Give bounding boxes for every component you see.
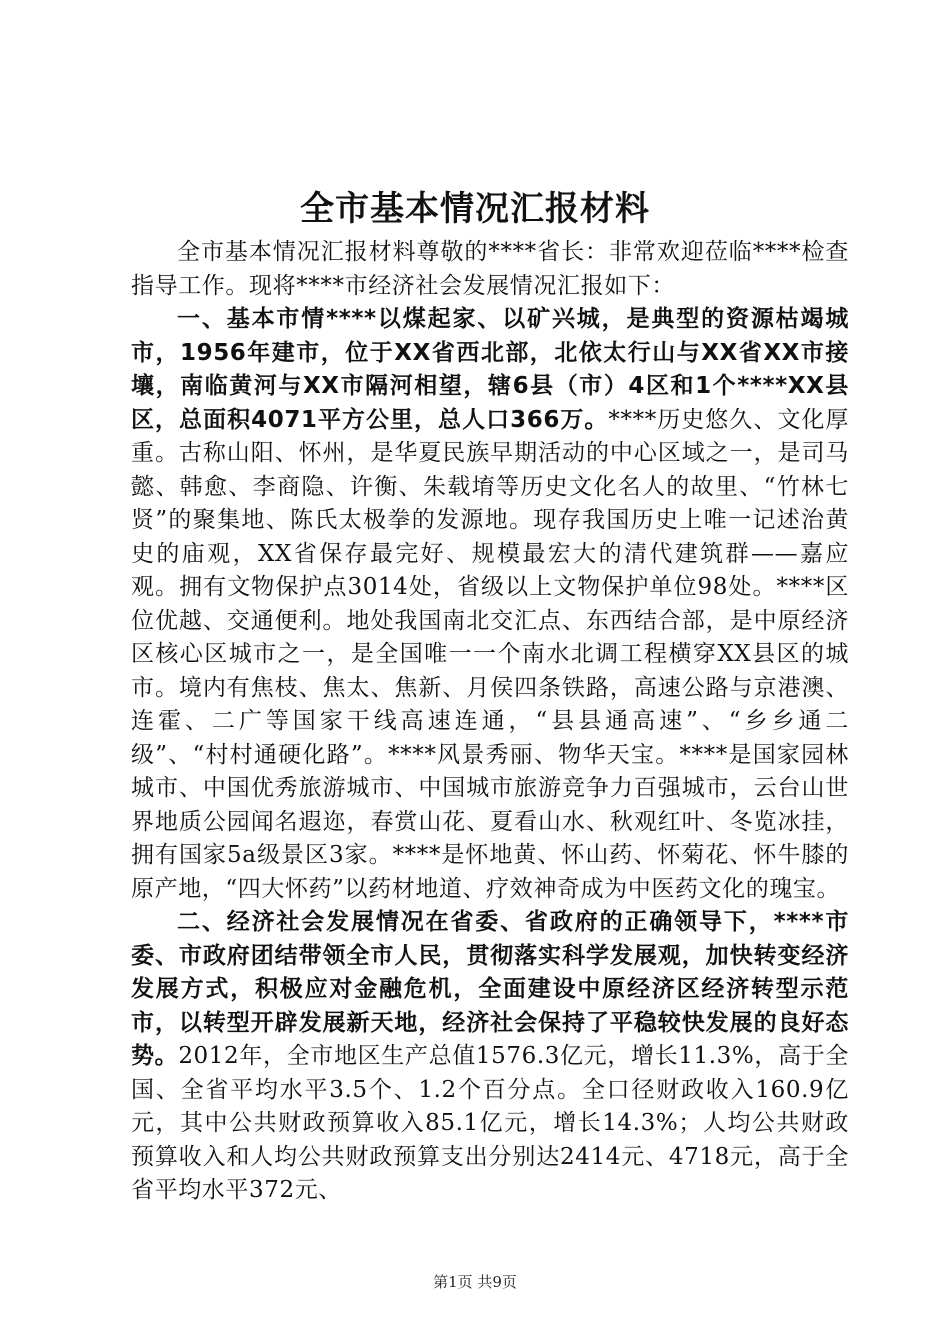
- paragraph-section-economy: [131, 906, 849, 1208]
- paragraph-text: 全市基本情况汇报材料尊敬的****省长：非常欢迎莅临****检查指导工作。现将****市经济社会发展情况汇报如下：: [131, 239, 849, 299]
- paragraph-text: ****历史悠久、文化厚重。古称山阳、怀州，是华夏民族早期活动的中心区域之一，是司马懿、韩愈、李商隐、许衡、朱载堉等历史文化名人的故里、“竹林七贤”的聚集地、陈氏太极拳的发源地。现存我国历史上唯一记述治黄史的庙观，XX省保存最完好、规模最宏大的清代建筑群——嘉应观。拥有文物保护点3014处，省级以上文物保护单位98处。****区位优越、交通便利。地处我国南北交汇点、东西结合部，是中原经济区核心区城市之一，是全国唯一一个南水北调工程横穿XX县区的城市。境内有焦枝、焦太、焦新、月侯四条铁路，高速公路与京港澳、连霍、二广等国家干线高速连通，“县县通高速”、“乡乡通二级”、“村村通硬化路”。****风景秀丽、物华天宝。****是国家园林城市、中国优秀旅游城市、中国城市旅游竞争力百强城市，云台山世界地质公园闻名遐迩，春赏山花、夏看山水、秋观红叶、冬览冰挂，拥有国家5a级景区3家。****是怀地黄、怀山药、怀菊花、怀牛膝的原产地，“四大怀药”以药材地道、疗效神奇成为中医药文化的瑰宝。: [131, 406, 849, 902]
- document-title: 全市基本情况汇报材料: [300, 189, 650, 229]
- section-heading-economy: 二、经济社会发展情况在省委、省政府的正确领导下，****市委、市政府团结带领全市人民，贯彻落实科学发展观，加快转变经济发展方式，积极应对金融危机，全面建设中原经济区经济转型示范市，以转型开辟发展新天地，经济社会保持了平稳较快发展的良好态势。: [131, 909, 849, 1069]
- section-heading-basic-info: 一、基本市情****以煤起家、以矿兴城，是典型的资源枯竭城市，1956年建市，位于XX省西北部，北依太行山与XX省XX市接壤，南临黄河与XX市隔河相望，辖6县（市）4区和1个****XX县区，总面积4071平方公里，总人口366万。: [131, 306, 849, 433]
- paragraph-section-basic-info: [131, 303, 849, 906]
- document-body: [131, 236, 849, 1208]
- paragraph-greeting: [131, 236, 849, 303]
- paragraph-text: 2012年，全市地区生产总值1576.3亿元，增长11.3%，高于全国、全省平均水平3.5个、1.2个百分点。全口径财政收入160.9亿元，其中公共财政预算收入85.1亿元，增长14.3%；人均公共财政预算收入和人均公共财政预算支出分别达2414元、4718元，高于全省平均水平372元、: [131, 1043, 850, 1203]
- page-number-footer: 第1页 共9页: [433, 1273, 517, 1291]
